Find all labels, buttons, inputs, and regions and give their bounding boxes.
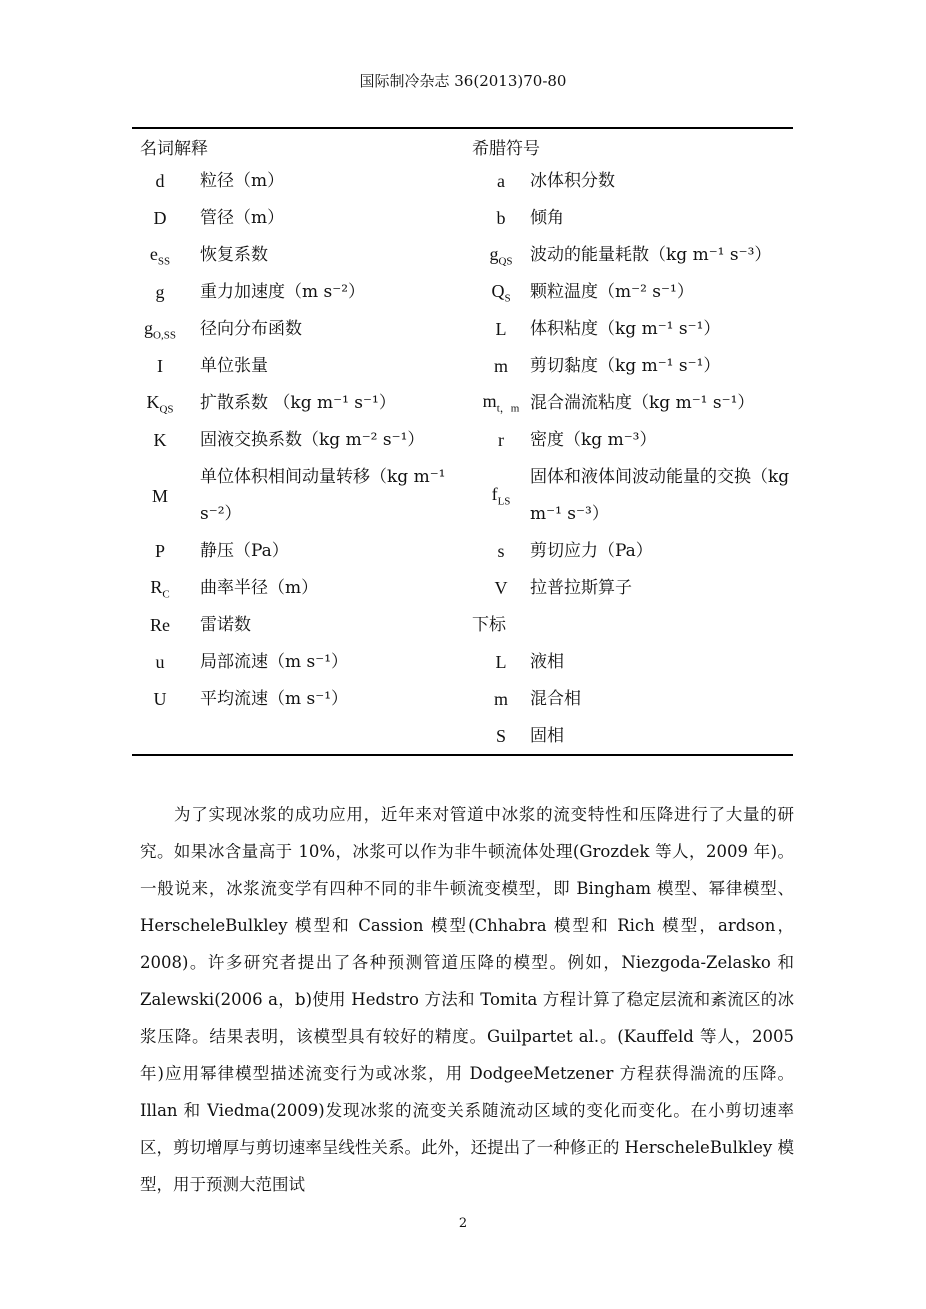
symbol	[140, 356, 180, 377]
description: 平均流速（m s⁻¹）	[200, 689, 349, 709]
symbol-text: P	[154, 541, 165, 561]
description: 固液交换系数（kg m⁻² s⁻¹）	[200, 430, 425, 450]
description: 曲率半径（m）	[200, 578, 319, 598]
symbol-text: L	[495, 319, 507, 339]
description: 倾角	[530, 208, 564, 228]
nomenclature-row	[140, 385, 455, 422]
symbol	[140, 430, 180, 451]
table-top-rule	[132, 127, 793, 129]
description: 扩散系数 （kg m⁻¹ s⁻¹）	[200, 393, 396, 413]
description: 管径（m）	[200, 208, 285, 228]
greek-row	[472, 200, 792, 237]
symbol	[472, 208, 530, 229]
subscripts-list	[472, 644, 792, 755]
symbol-text: M	[151, 485, 168, 506]
symbol-text: r	[498, 430, 504, 450]
symbol	[472, 652, 530, 673]
symbol	[472, 578, 530, 599]
greek-title: 希腊符号	[472, 139, 540, 159]
body-paragraph-block	[140, 796, 794, 1203]
description: 雷诺数	[200, 615, 251, 635]
description: 重力加速度（m s⁻²）	[200, 282, 366, 302]
symbol-subscript: QS	[159, 403, 174, 416]
description: 混合湍流粘度（kg m⁻¹ s⁻¹）	[530, 393, 755, 413]
symbol	[472, 356, 530, 377]
symbol-text: S	[495, 726, 506, 746]
nomenclature-row	[140, 348, 455, 385]
description: 拉普拉斯算子	[530, 578, 632, 598]
symbol	[140, 689, 180, 710]
symbol-subscript: SS	[157, 255, 171, 268]
description: 剪切应力（Pa）	[530, 541, 653, 561]
subscripts-row	[472, 718, 792, 755]
nomenclature-row	[140, 607, 455, 644]
description: 液相	[530, 652, 564, 672]
symbol	[472, 689, 530, 710]
symbol	[140, 392, 180, 416]
symbol	[472, 281, 530, 305]
greek-row	[472, 385, 792, 422]
symbol-subscript: S	[504, 292, 511, 305]
nomenclature-row	[140, 311, 455, 348]
symbol-text: V	[494, 578, 508, 598]
symbol	[140, 318, 180, 342]
symbol-text: K	[146, 391, 160, 412]
description: 颗粒温度（m⁻² s⁻¹）	[530, 282, 694, 302]
symbol-subscript: O,SS	[153, 329, 176, 342]
nomenclature-row	[140, 237, 455, 274]
symbol-text: g	[489, 243, 499, 264]
greek-row	[472, 570, 792, 607]
symbol-text: m	[493, 356, 508, 376]
symbol-text: m	[493, 689, 508, 709]
description: 局部流速（m s⁻¹）	[200, 652, 349, 672]
nomenclature-row	[140, 681, 455, 718]
nomenclature-row	[140, 163, 455, 200]
symbol	[472, 244, 530, 268]
symbol	[140, 282, 180, 303]
symbol-text: g	[155, 282, 165, 302]
symbol	[472, 391, 530, 416]
body-paragraph: 为了实现冰浆的成功应用，近年来对管道中冰浆的流变特性和压降进行了大量的研究。如果冰含量高于 10%，冰浆可以作为非牛顿流体处理(Grozdek 等人，2009 年)。一般说来，冰浆流变学有四种不同的非牛顿流变模型，即 Bingham 模型、幂律模型、HerscheleBulkley 模型和 Cassion 模型(Chhabra 模型和 Rich 模型，ardson，2008)。许多研究者提出了各种预测管道压降的模型。例如，Niezgoda-Zelasko 和 Zalewski(2006 a，b)使用 Hedstro 方法和 Tomita 方程计算了稳定层流和紊流区的冰浆压降。结果表明，该模型具有较好的精度。Guilpartet al.。(Kauffeld 等人，2005 年)应用幂律模型描述流变行为或冰浆，用 DodgeeMetzener 方程获得湍流的压降。Illan 和 Viedma(2009)发现冰浆的流变关系随流动区域的变化而变化。在小剪切速率区，剪切增厚与剪切速率呈线性关系。此外，还提出了一种修正的 HerscheleBulkley 模型，用于预测大范围试	[140, 805, 794, 1194]
symbol-text: e	[149, 243, 158, 264]
nomenclature-row	[140, 422, 455, 459]
description: 单位体积相间动量转移（kg m⁻¹ s⁻²）	[200, 467, 446, 524]
nomenclature-row	[140, 459, 455, 533]
symbol	[140, 171, 180, 192]
greek-row	[472, 274, 792, 311]
description: 混合相	[530, 689, 581, 709]
symbol	[140, 577, 180, 601]
symbol-text: D	[153, 208, 167, 228]
symbol	[140, 541, 180, 562]
symbol-text: f	[491, 484, 498, 505]
symbol-subscript: LS	[497, 495, 511, 508]
description: 体积粘度（kg m⁻¹ s⁻¹）	[530, 319, 721, 339]
description: 粒径（m）	[200, 171, 285, 191]
nomenclature-list	[140, 163, 455, 718]
symbol	[472, 430, 530, 451]
symbol-text: I	[157, 356, 163, 376]
symbol-text: R	[150, 576, 163, 597]
subscripts-row	[472, 644, 792, 681]
greek-row	[472, 311, 792, 348]
nomenclature-row	[140, 200, 455, 237]
nomenclature-row	[140, 274, 455, 311]
description: 固相	[530, 726, 564, 746]
symbol	[472, 319, 530, 340]
symbol-text: d	[155, 171, 165, 191]
symbol-subscript: QS	[498, 255, 513, 268]
symbol-text: u	[155, 652, 165, 672]
symbol-subscript: C	[162, 588, 170, 601]
nomenclature-row	[140, 644, 455, 681]
greek-list	[472, 163, 792, 607]
page-number: 2	[458, 1216, 468, 1231]
greek-column	[472, 135, 792, 755]
greek-row	[472, 422, 792, 459]
symbol-text: Q	[491, 280, 505, 301]
symbol-text: g	[144, 317, 154, 338]
description: 剪切黏度（kg m⁻¹ s⁻¹）	[530, 356, 721, 376]
nomenclature-row	[140, 533, 455, 570]
greek-row	[472, 459, 792, 533]
nomenclature-column	[140, 135, 455, 718]
symbol	[140, 244, 180, 268]
description: 径向分布函数	[200, 319, 302, 339]
description: 波动的能量耗散（kg m⁻¹ s⁻³）	[530, 245, 772, 265]
symbol-text: a	[497, 171, 505, 191]
description: 固体和液体间波动能量的交换（kg m⁻¹ s⁻³）	[530, 467, 790, 524]
description: 恢复系数	[200, 245, 268, 265]
symbol-text: L	[495, 652, 507, 672]
greek-row	[472, 348, 792, 385]
symbol	[472, 726, 530, 747]
greek-row	[472, 237, 792, 274]
symbol	[472, 171, 530, 192]
symbol	[140, 652, 180, 673]
symbol-text: Re	[150, 615, 170, 635]
symbol	[140, 615, 180, 636]
greek-row	[472, 533, 792, 570]
greek-row	[472, 163, 792, 200]
symbol	[140, 486, 180, 507]
symbol-text: K	[153, 430, 167, 450]
symbol-text: U	[153, 689, 167, 709]
nomenclature-row	[140, 570, 455, 607]
description: 单位张量	[200, 356, 268, 376]
symbol-subscript: t，m	[496, 402, 520, 415]
symbol-text: b	[496, 208, 506, 228]
symbol-text: m	[482, 391, 497, 412]
description: 冰体积分数	[530, 171, 615, 191]
symbol	[140, 208, 180, 229]
table-bottom-rule	[132, 754, 793, 756]
symbol-text: s	[497, 541, 505, 561]
description: 密度（kg m⁻³）	[530, 430, 657, 450]
symbol	[472, 484, 530, 508]
nomenclature-title: 名词解释	[140, 139, 208, 159]
subscripts-title: 下标	[472, 615, 506, 635]
symbol	[472, 541, 530, 562]
description: 静压（Pa）	[200, 541, 289, 561]
subscripts-row	[472, 681, 792, 718]
running-header: 国际制冷杂志 36(2013)70-80	[359, 72, 567, 90]
